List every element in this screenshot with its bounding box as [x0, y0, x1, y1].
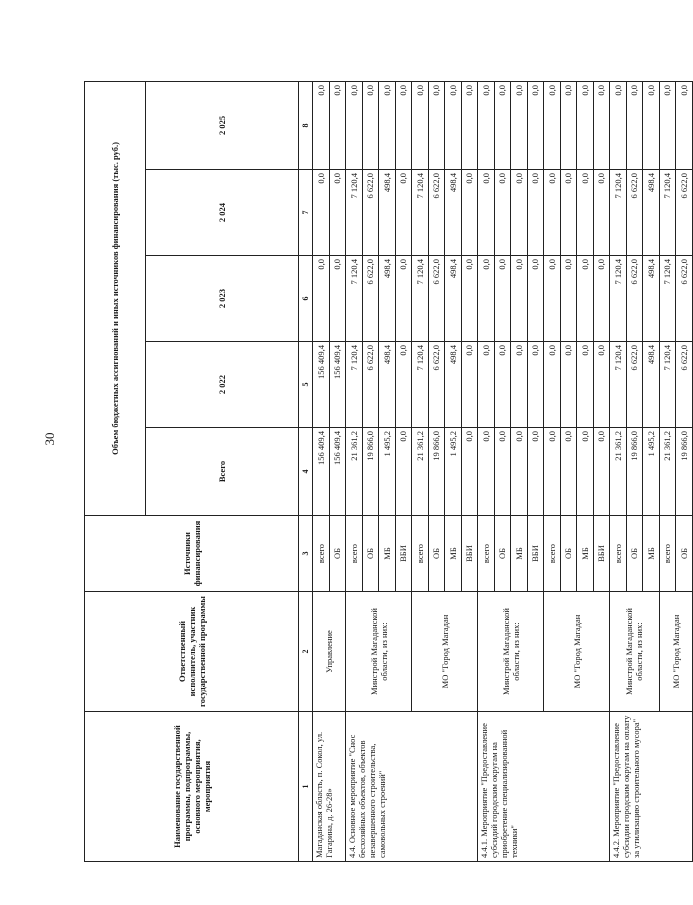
year-value-cell: 0,0 — [461, 256, 478, 342]
executor-cell: Управление — [313, 592, 346, 712]
year-value-cell: 0,0 — [544, 170, 561, 256]
year-value-cell: 6 622,0 — [676, 170, 693, 256]
year-value-cell: 7 120,4 — [610, 342, 627, 428]
executor-cell: Минстрой Магаданской области, из них: — [610, 592, 660, 712]
total-value-cell: 21 361,2 — [610, 428, 627, 516]
funding-source-cell: МБ — [511, 516, 528, 592]
year-value-cell: 498,4 — [379, 342, 396, 428]
header-funding-volume: Объем бюджетных ассигнований и иных источников финансирования (тыс. руб.) — [85, 81, 146, 515]
year-value-cell: 0,0 — [494, 170, 511, 256]
funding-source-cell: всего — [610, 516, 627, 592]
column-number: 8 — [299, 81, 313, 169]
year-value-cell: 0,0 — [643, 81, 660, 169]
year-value-cell: 0,0 — [313, 81, 330, 169]
header-year: 2 023 — [146, 256, 299, 342]
year-value-cell: 0,0 — [593, 256, 610, 342]
year-value-cell: 7 120,4 — [346, 342, 363, 428]
funding-source-cell: ОБ — [676, 516, 693, 592]
year-value-cell: 0,0 — [494, 81, 511, 169]
funding-source-cell: всего — [346, 516, 363, 592]
year-value-cell: 0,0 — [395, 342, 412, 428]
year-value-cell: 0,0 — [511, 170, 528, 256]
year-value-cell: 0,0 — [511, 256, 528, 342]
year-value-cell: 0,0 — [329, 81, 346, 169]
year-value-cell: 0,0 — [626, 81, 643, 169]
total-value-cell: 1 495,2 — [379, 428, 396, 516]
year-value-cell: 7 120,4 — [412, 342, 429, 428]
program-name-cell: Магаданская область, п. Сокол, ул. Гагарина, д. 26-28» — [313, 712, 346, 862]
header-program-name: Наименование государственной программы, подпрограммы, основного мероприятия, мероприятия — [85, 712, 299, 862]
column-number: 5 — [299, 342, 313, 428]
header-year: 2 025 — [146, 81, 299, 169]
year-value-cell: 498,4 — [643, 342, 660, 428]
year-value-cell: 0,0 — [577, 81, 594, 169]
total-value-cell: 19 866,0 — [626, 428, 643, 516]
year-value-cell: 0,0 — [560, 170, 577, 256]
total-value-cell: 0,0 — [544, 428, 561, 516]
year-value-cell: 0,0 — [593, 170, 610, 256]
header-funding-source: Источники финансирования — [85, 516, 299, 592]
year-value-cell: 0,0 — [560, 256, 577, 342]
executor-cell: МО "Город Магадан — [544, 592, 610, 712]
funding-source-cell: ВБИ — [461, 516, 478, 592]
year-value-cell: 498,4 — [379, 256, 396, 342]
year-value-cell: 0,0 — [461, 170, 478, 256]
year-value-cell: 0,0 — [527, 81, 544, 169]
funding-source-cell: всего — [313, 516, 330, 592]
funding-source-cell: ВБИ — [527, 516, 544, 592]
executor-cell: Минстрой Магаданской области, из них: — [478, 592, 544, 712]
year-value-cell: 0,0 — [577, 170, 594, 256]
year-value-cell: 0,0 — [395, 170, 412, 256]
table-body — [313, 81, 693, 861]
funding-source-cell: всего — [412, 516, 429, 592]
year-value-cell: 0,0 — [313, 170, 330, 256]
total-value-cell: 0,0 — [395, 428, 412, 516]
year-value-cell: 0,0 — [527, 170, 544, 256]
year-value-cell: 0,0 — [593, 342, 610, 428]
funding-source-cell: всего — [659, 516, 676, 592]
total-value-cell: 1 495,2 — [643, 428, 660, 516]
year-value-cell: 0,0 — [527, 256, 544, 342]
total-value-cell: 19 866,0 — [428, 428, 445, 516]
year-value-cell: 0,0 — [494, 256, 511, 342]
year-value-cell: 0,0 — [412, 81, 429, 169]
year-value-cell: 0,0 — [659, 81, 676, 169]
year-value-cell: 0,0 — [544, 81, 561, 169]
year-value-cell: 7 120,4 — [412, 256, 429, 342]
year-value-cell: 6 622,0 — [428, 256, 445, 342]
total-value-cell: 21 361,2 — [346, 428, 363, 516]
funding-source-cell: ОБ — [560, 516, 577, 592]
column-number: 6 — [299, 256, 313, 342]
year-value-cell: 6 622,0 — [676, 342, 693, 428]
year-value-cell: 498,4 — [643, 170, 660, 256]
column-number: 7 — [299, 170, 313, 256]
year-value-cell: 0,0 — [478, 256, 495, 342]
year-value-cell: 6 622,0 — [626, 170, 643, 256]
column-number: 1 — [299, 712, 313, 862]
executor-cell: Минстрой Магаданской области, из них: — [346, 592, 412, 712]
year-value-cell: 0,0 — [577, 256, 594, 342]
year-value-cell: 0,0 — [395, 256, 412, 342]
year-value-cell: 6 622,0 — [626, 342, 643, 428]
year-value-cell: 0,0 — [676, 81, 693, 169]
year-value-cell: 0,0 — [461, 342, 478, 428]
year-value-cell: 0,0 — [511, 342, 528, 428]
total-value-cell: 0,0 — [461, 428, 478, 516]
year-value-cell: 0,0 — [461, 81, 478, 169]
total-value-cell: 0,0 — [478, 428, 495, 516]
table-row — [610, 81, 627, 861]
page-number: 30 — [42, 432, 57, 446]
year-value-cell: 498,4 — [445, 342, 462, 428]
funding-source-cell: МБ — [577, 516, 594, 592]
total-value-cell: 0,0 — [494, 428, 511, 516]
funding-source-cell: МБ — [445, 516, 462, 592]
funding-source-cell: ОБ — [494, 516, 511, 592]
header-executor: Ответственный исполнитель, участник государственной программы — [85, 592, 299, 712]
year-value-cell: 6 622,0 — [362, 170, 379, 256]
year-value-cell: 0,0 — [445, 81, 462, 169]
year-value-cell: 7 120,4 — [412, 170, 429, 256]
year-value-cell: 7 120,4 — [659, 342, 676, 428]
total-value-cell: 21 361,2 — [412, 428, 429, 516]
year-value-cell: 0,0 — [379, 81, 396, 169]
column-number: 3 — [299, 516, 313, 592]
funding-source-cell: ОБ — [626, 516, 643, 592]
year-value-cell: 6 622,0 — [428, 342, 445, 428]
year-value-cell: 0,0 — [428, 81, 445, 169]
year-value-cell: 498,4 — [379, 170, 396, 256]
header-total: Всего — [146, 428, 299, 516]
total-value-cell: 0,0 — [593, 428, 610, 516]
year-value-cell: 0,0 — [593, 81, 610, 169]
year-value-cell: 498,4 — [445, 256, 462, 342]
year-value-cell: 6 622,0 — [428, 170, 445, 256]
year-value-cell: 7 120,4 — [610, 256, 627, 342]
total-value-cell: 21 361,2 — [659, 428, 676, 516]
rotated-page-content — [84, 82, 689, 862]
total-value-cell: 0,0 — [560, 428, 577, 516]
year-value-cell: 498,4 — [445, 170, 462, 256]
year-value-cell: 0,0 — [346, 81, 363, 169]
year-value-cell: 0,0 — [478, 170, 495, 256]
header-year: 2 022 — [146, 342, 299, 428]
funding-source-cell: всего — [544, 516, 561, 592]
funding-source-cell: ВБИ — [593, 516, 610, 592]
year-value-cell: 7 120,4 — [346, 170, 363, 256]
total-value-cell: 19 866,0 — [676, 428, 693, 516]
year-value-cell: 7 120,4 — [659, 256, 676, 342]
program-name-cell: 4.4. Основное мероприятие "Снос бесхозяйных объектов, объектов незавершенного строительства, самовольных строений" — [346, 712, 478, 862]
year-value-cell: 498,4 — [643, 256, 660, 342]
year-value-cell: 0,0 — [478, 81, 495, 169]
funding-source-cell: ОБ — [362, 516, 379, 592]
total-value-cell: 156 409,4 — [329, 428, 346, 516]
year-value-cell: 6 622,0 — [676, 256, 693, 342]
funding-source-cell: ОБ — [329, 516, 346, 592]
funding-source-cell: всего — [478, 516, 495, 592]
year-value-cell: 0,0 — [560, 342, 577, 428]
year-value-cell: 0,0 — [329, 256, 346, 342]
total-value-cell: 0,0 — [577, 428, 594, 516]
year-value-cell: 156 409,4 — [313, 342, 330, 428]
funding-source-cell: МБ — [643, 516, 660, 592]
executor-cell: МО "Город Магадан — [412, 592, 478, 712]
year-value-cell: 7 120,4 — [659, 170, 676, 256]
year-value-cell: 0,0 — [511, 81, 528, 169]
total-value-cell: 19 866,0 — [362, 428, 379, 516]
column-number: 4 — [299, 428, 313, 516]
year-value-cell: 0,0 — [544, 342, 561, 428]
column-number: 2 — [299, 592, 313, 712]
funding-source-cell: ВБИ — [395, 516, 412, 592]
year-value-cell: 6 622,0 — [362, 256, 379, 342]
year-value-cell: 156 409,4 — [329, 342, 346, 428]
table-row — [478, 81, 495, 861]
total-value-cell: 156 409,4 — [313, 428, 330, 516]
executor-cell: МО "Город Магадан — [659, 592, 692, 712]
year-value-cell: 0,0 — [362, 81, 379, 169]
year-value-cell: 0,0 — [478, 342, 495, 428]
program-name-cell: 4.4.2. Мероприятие "Предоставление субсидии городским округам на оплату за утилизацию строительного мусора" — [610, 712, 693, 862]
header-year: 2 024 — [146, 170, 299, 256]
year-value-cell: 7 120,4 — [346, 256, 363, 342]
year-value-cell: 0,0 — [527, 342, 544, 428]
year-value-cell: 7 120,4 — [610, 170, 627, 256]
year-value-cell: 6 622,0 — [362, 342, 379, 428]
year-value-cell: 0,0 — [395, 81, 412, 169]
total-value-cell: 0,0 — [527, 428, 544, 516]
year-value-cell: 0,0 — [610, 81, 627, 169]
table-header — [85, 81, 313, 861]
funding-table — [84, 81, 693, 862]
year-value-cell: 0,0 — [313, 256, 330, 342]
year-value-cell: 0,0 — [329, 170, 346, 256]
funding-source-cell: МБ — [379, 516, 396, 592]
table-row — [346, 81, 363, 861]
total-value-cell: 1 495,2 — [445, 428, 462, 516]
year-value-cell: 0,0 — [544, 256, 561, 342]
year-value-cell: 0,0 — [577, 342, 594, 428]
year-value-cell: 0,0 — [560, 81, 577, 169]
total-value-cell: 0,0 — [511, 428, 528, 516]
year-value-cell: 6 622,0 — [626, 256, 643, 342]
table-row — [313, 81, 330, 861]
funding-source-cell: ОБ — [428, 516, 445, 592]
year-value-cell: 0,0 — [494, 342, 511, 428]
program-name-cell: 4.4.1. Мероприятие "Предоставление субсидий городским округам на приобретение специализированной техники" — [478, 712, 610, 862]
